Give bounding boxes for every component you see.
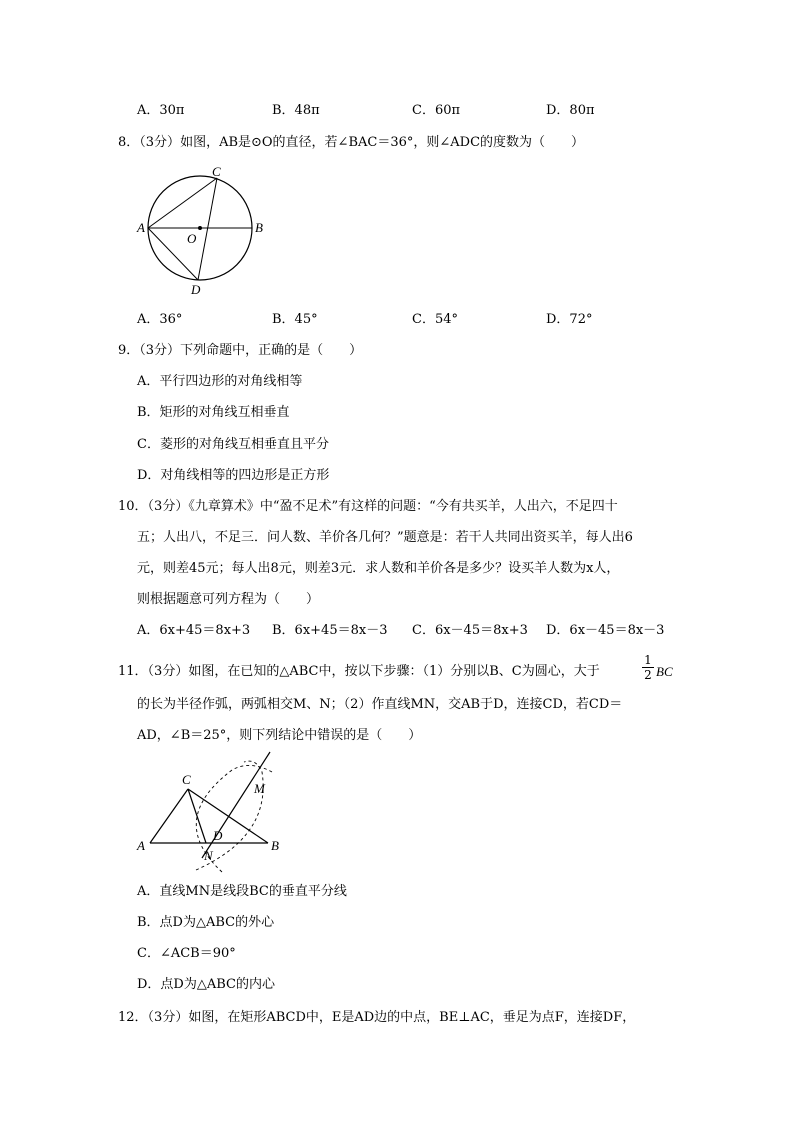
q8-option-c[interactable]: C．54° — [412, 312, 458, 327]
label-m: M — [254, 781, 265, 796]
q10-line-4: 则根据题意可列方程为（ ） — [137, 592, 320, 607]
q11-number: 11． — [118, 664, 148, 679]
q11-fraction-tail: BC — [656, 664, 673, 679]
q11-line-2: 的长为半径作弧，两弧相交M、N；（2）作直线MN，交AB于D，连接CD，若CD＝ — [137, 697, 623, 712]
q11-line-1: 如图，在已知的△ABC中，按以下步骤：（1）分别以B、C为圆心，大于 — [188, 664, 600, 679]
q8-option-a[interactable]: A．36° — [137, 312, 183, 327]
q9-number: 9． — [118, 343, 140, 358]
q10-score: （3分） — [147, 499, 189, 514]
q8-option-d[interactable]: D．72° — [546, 312, 593, 327]
segment-cd — [188, 789, 206, 843]
q8-option-b[interactable]: B．45° — [272, 312, 318, 327]
q11-fraction-denominator: 2 — [644, 668, 652, 682]
q11-option-c[interactable]: C．∠ACB＝90° — [137, 946, 236, 961]
label-n: N — [204, 848, 213, 863]
q7-option-c[interactable]: C．60π — [412, 103, 461, 118]
q11-option-b[interactable]: B．点D为△ABC的外心 — [137, 915, 275, 930]
label-c: C — [212, 164, 221, 179]
q9-stem: 下列命题中，正确的是（ ） — [180, 343, 363, 358]
label-d: D — [191, 282, 201, 297]
q12-score: （3分） — [147, 1010, 189, 1025]
q10-option-b[interactable]: B．6x+45＝8x－3 — [272, 623, 388, 638]
q10-number: 10． — [118, 499, 148, 514]
q10-line-2: 五；人出八，不足三．问人数、羊价各几何？”题意是：若干人共同出资买羊，每人出6 — [137, 530, 633, 545]
q7-option-b[interactable]: B．48π — [272, 103, 320, 118]
label-d: D — [213, 828, 223, 843]
q11-line-3: AD，∠B＝25°，则下列结论中错误的是（ ） — [137, 728, 422, 743]
q9-option-c[interactable]: C．菱形的对角线互相垂直且平分 — [137, 437, 329, 452]
q9-option-d[interactable]: D．对角线相等的四边形是正方形 — [137, 468, 330, 483]
q12-question — [118, 1009, 635, 1027]
q11-fraction-numerator: 1 — [642, 654, 654, 668]
label-b: B — [271, 838, 279, 853]
label-o: O — [187, 231, 197, 246]
q11-score: （3分） — [147, 664, 189, 679]
q10-option-c[interactable]: C．6x－45＝8x+3 — [412, 623, 528, 638]
q11-option-d[interactable]: D．点D为△ABC的内心 — [137, 977, 275, 992]
q10-option-a[interactable]: A．6x+45＝8x+3 — [137, 623, 251, 638]
q12-number: 12． — [118, 1010, 148, 1025]
label-a: A — [137, 838, 145, 853]
q9-option-b[interactable]: B．矩形的对角线互相垂直 — [137, 405, 290, 420]
q10-line-1: 《九章算术》中“盈不足术”有这样的问题：“今有共买羊，人出六，不足四十 — [188, 499, 618, 514]
side-cb — [188, 789, 268, 843]
q12-stem: 如图，在矩形ABCD中，E是AD边的中点，BE⊥AC，垂足为点F，连接DF， — [188, 1010, 636, 1025]
q9-option-a[interactable]: A．平行四边形的对角线相等 — [137, 374, 303, 389]
label-b: B — [255, 220, 263, 235]
q7-option-d[interactable]: D．80π — [546, 103, 595, 118]
q8-score: （3分） — [139, 135, 181, 150]
q10-option-d[interactable]: D．6x－45＝8x－3 — [546, 623, 665, 638]
q8-number: 8． — [118, 135, 140, 150]
label-c: C — [182, 772, 191, 787]
q8-stem: 如图，AB是⊙O的直径，若∠BAC＝36°，则∠ADC的度数为（ ） — [180, 135, 585, 150]
q11-option-a[interactable]: A．直线MN是线段BC的垂直平分线 — [137, 884, 347, 899]
q9-score: （3分） — [139, 343, 181, 358]
q10-line-3: 元，则差45元；每人出8元，则差3元．求人数和羊价各是多少？设买羊人数为x人， — [137, 561, 620, 576]
q7-option-a[interactable]: A．30π — [137, 103, 185, 118]
label-a: A — [137, 220, 145, 235]
side-ac — [150, 789, 188, 843]
